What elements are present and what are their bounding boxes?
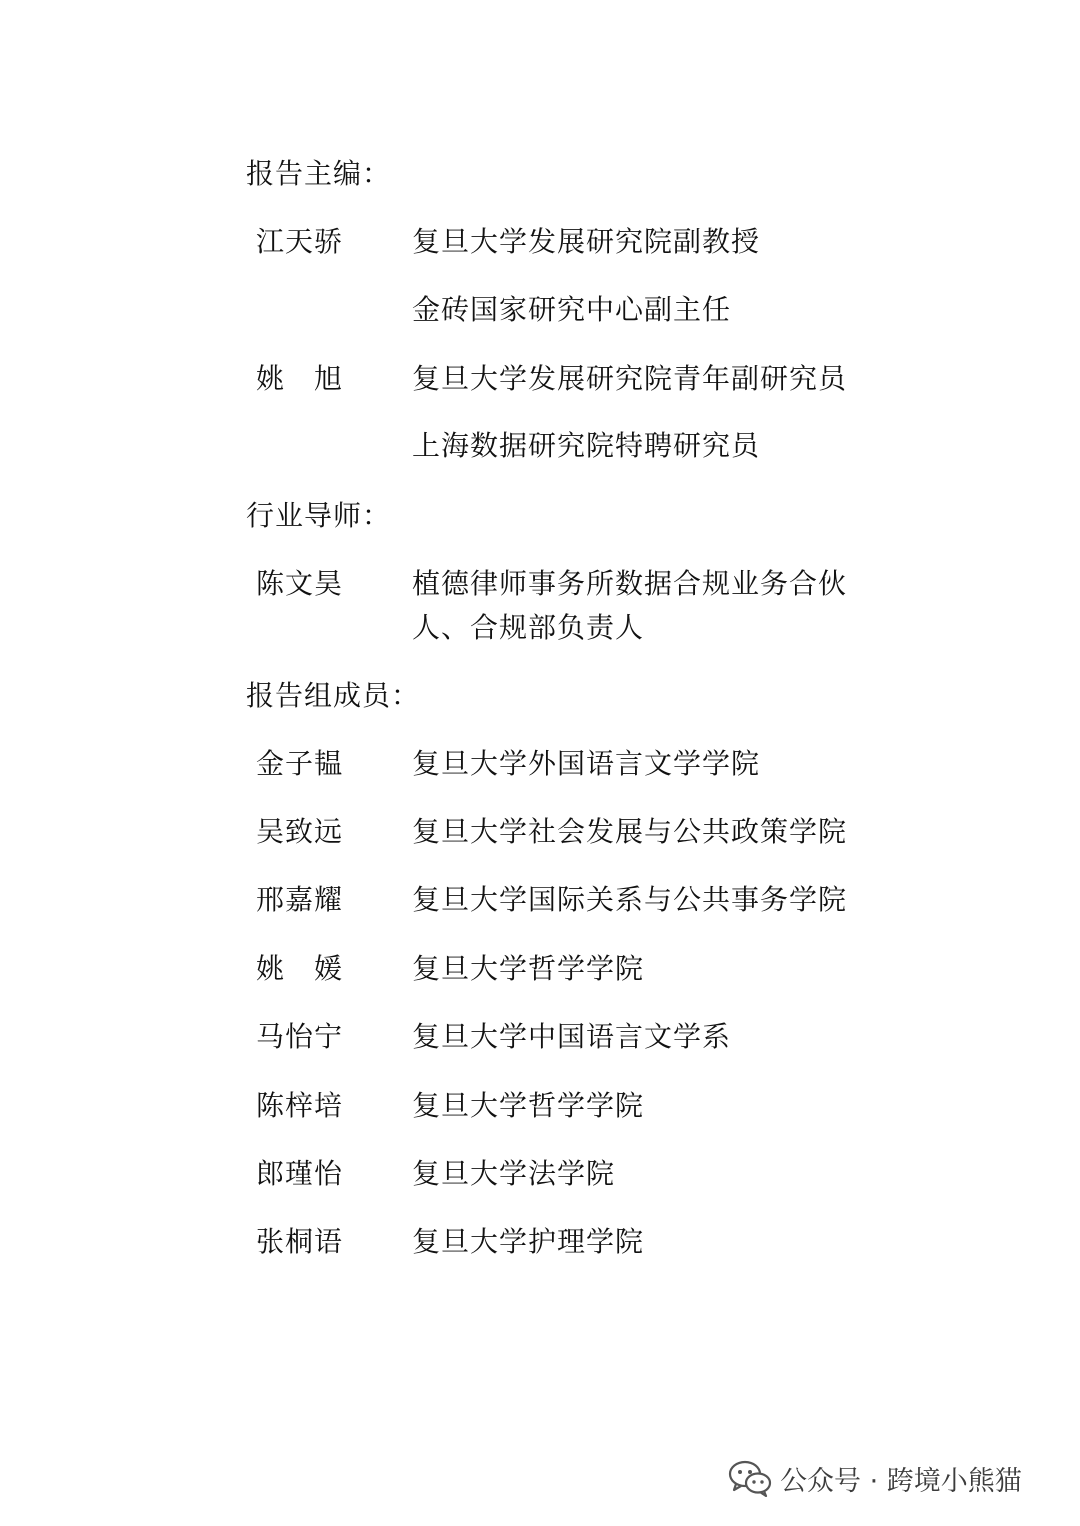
editor-name-1: 江天骄 (256, 225, 344, 258)
mentor-name-1: 陈文昊 (256, 567, 344, 600)
member-name-7: 郎瑾怡 (256, 1157, 344, 1190)
editor-affiliation-1a: 复旦大学发展研究院副教授 (412, 225, 761, 258)
member-affiliation-2: 复旦大学社会发展与公共政策学院 (412, 815, 848, 848)
watermark-text: 公众号 · 跨境小熊猫 (780, 1465, 1022, 1497)
member-affiliation-8: 复旦大学护理学院 (412, 1225, 645, 1258)
editor-affiliation-2b: 上海数据研究院特聘研究员 (412, 429, 761, 462)
editors-heading: 报告主编： (246, 157, 392, 190)
watermark (728, 1456, 1022, 1500)
member-affiliation-5: 复旦大学中国语言文学系 (412, 1020, 732, 1053)
mentor-affiliation-1b: 人、合规部负责人 (412, 611, 645, 644)
member-name-4: 姚 媛 (256, 952, 344, 985)
member-name-8: 张桐语 (256, 1225, 344, 1258)
members-heading: 报告组成员： (246, 679, 421, 712)
member-affiliation-3: 复旦大学国际关系与公共事务学院 (412, 883, 848, 916)
member-name-5: 马怡宁 (256, 1020, 344, 1053)
mentor-heading: 行业导师： (246, 499, 392, 532)
member-affiliation-7: 复旦大学法学院 (412, 1157, 616, 1190)
mentor-affiliation-1a: 植德律师事务所数据合规业务合伙 (412, 567, 848, 600)
editor-affiliation-2a: 复旦大学发展研究院青年副研究员 (412, 362, 848, 395)
wechat-icon (728, 1459, 772, 1497)
editor-affiliation-1b: 金砖国家研究中心副主任 (412, 293, 732, 326)
member-name-6: 陈梓培 (256, 1089, 344, 1122)
member-name-2: 吴致远 (256, 815, 344, 848)
member-affiliation-4: 复旦大学哲学学院 (412, 952, 645, 985)
editor-name-2: 姚 旭 (256, 362, 344, 395)
member-affiliation-6: 复旦大学哲学学院 (412, 1089, 645, 1122)
member-name-1: 金子韫 (256, 747, 344, 780)
member-affiliation-1: 复旦大学外国语言文学学院 (412, 747, 761, 780)
member-name-3: 邢嘉耀 (256, 883, 344, 916)
